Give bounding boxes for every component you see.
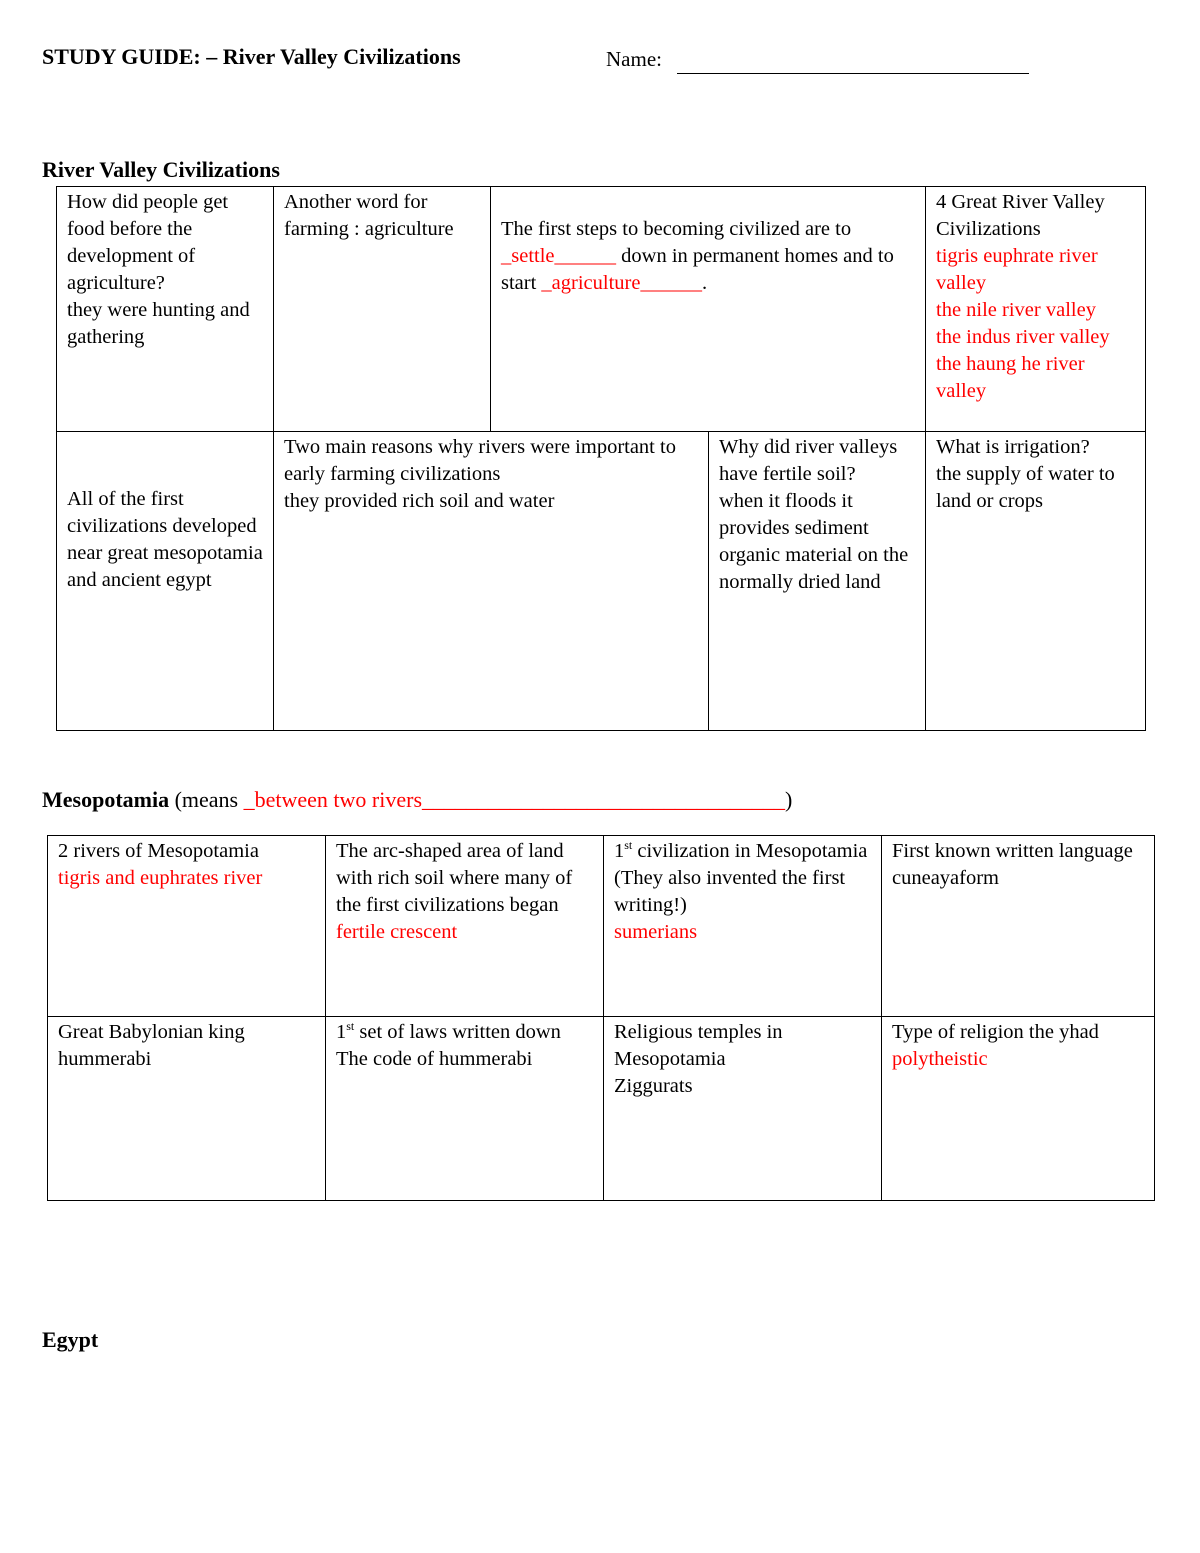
temples-cell [604, 1017, 882, 1201]
first-civ-cell [604, 836, 882, 1017]
mesopotamia-heading-close: ) [785, 787, 793, 812]
mesopotamia-heading-bold: Mesopotamia [42, 787, 170, 812]
great-rivers-answer-4: the haung he river valley [936, 353, 1085, 402]
river-valley-heading: River Valley Civilizations [42, 157, 280, 182]
laws-answer: The code of hummerabi [336, 1048, 533, 1070]
rivers-cell [48, 836, 326, 1017]
mesopotamia-heading-open: (means [169, 787, 244, 812]
irrigation-cell [926, 432, 1146, 731]
first-civ-answer: sumerians [614, 921, 698, 943]
first-steps-text: The first steps to becoming civilized are to [501, 218, 852, 240]
language-question: First known written language [892, 840, 1133, 862]
mesopotamia-heading [42, 787, 792, 813]
arc-answer: fertile crescent [336, 921, 458, 943]
king-cell [48, 1017, 326, 1201]
language-answer: cuneayaform [892, 867, 999, 889]
laws-question: set of laws written down [354, 1021, 561, 1043]
temples-answer: Ziggurats [614, 1075, 693, 1097]
temples-question: Religious temples in Mesopotamia [614, 1021, 783, 1070]
irrigation-answer: the supply of water to land or crops [936, 463, 1115, 512]
page-title: STUDY GUIDE: – River Valley Civilizations [42, 44, 461, 69]
farming-answer: agriculture [364, 218, 454, 240]
mesopotamia-table [47, 835, 1155, 1201]
arc-question: The arc-shaped area of land with rich soil where many of the first civilizations began [336, 840, 573, 916]
great-rivers-answer-1: tigris euphrate river valley [936, 245, 1098, 294]
mesopotamia-meaning-answer: _between two rivers_________________________________ [243, 787, 786, 812]
first-steps-cell [491, 187, 926, 432]
two-reasons-cell [274, 432, 709, 731]
river-valley-table [56, 186, 1146, 731]
religion-answer: polytheistic [892, 1048, 988, 1070]
religion-question: Type of religion the yhad [892, 1021, 1099, 1043]
food-answer: they were hunting and gathering [67, 299, 250, 348]
fertile-soil-cell [709, 432, 926, 731]
first-civ-question: civilization in Mesopotamia (They also invented the first writing!) [614, 840, 868, 916]
great-rivers-cell [926, 187, 1146, 432]
fertile-question: Why did river valleys have fertile soil? [719, 436, 898, 485]
great-rivers-answer-2: the nile river valley [936, 299, 1096, 321]
first-civ-sup: st [624, 838, 633, 853]
farming-question: Another word for farming : [284, 191, 428, 240]
rivers-answer: tigris and euphrates river [58, 867, 263, 889]
king-question: Great Babylonian king [58, 1021, 245, 1043]
laws-cell [326, 1017, 604, 1201]
great-rivers-answer-3: the indus river valley [936, 326, 1110, 348]
egypt-heading: Egypt [42, 1327, 99, 1352]
food-question: How did people get food before the development of agriculture? [67, 191, 229, 294]
laws-num: 1 [336, 1021, 347, 1043]
two-reasons-answer: they provided rich soil and water [284, 490, 555, 512]
king-answer: hummerabi [58, 1048, 152, 1070]
first-steps-end: . [701, 272, 708, 294]
laws-sup: st [346, 1019, 355, 1034]
agriculture-answer: _agriculture______ [541, 272, 702, 294]
rivers-question: 2 rivers of Mesopotamia [58, 840, 259, 862]
two-reasons-question: Two main reasons why rivers were important to early farming civilizations [284, 436, 676, 485]
first-civs-text: All of the first civilizations developed near great mesopotamia and ancient egypt [67, 488, 263, 591]
name-label: Name: [606, 47, 662, 71]
settle-answer: _settle______ [501, 245, 617, 267]
fertile-answer: when it floods it provides sediment organic material on the normally dried land [719, 490, 909, 593]
language-cell [882, 836, 1155, 1017]
farming-cell [274, 187, 491, 432]
arc-cell [326, 836, 604, 1017]
first-steps-text-2: down in permanent homes and to start [501, 245, 894, 294]
first-civ-num: 1 [614, 840, 625, 862]
religion-cell [882, 1017, 1155, 1201]
irrigation-question: What is irrigation? [936, 436, 1090, 458]
first-civs-cell [57, 432, 274, 731]
great-rivers-question: 4 Great River Valley Civilizations [936, 191, 1105, 240]
name-field[interactable] [677, 73, 1029, 74]
food-cell [57, 187, 274, 432]
